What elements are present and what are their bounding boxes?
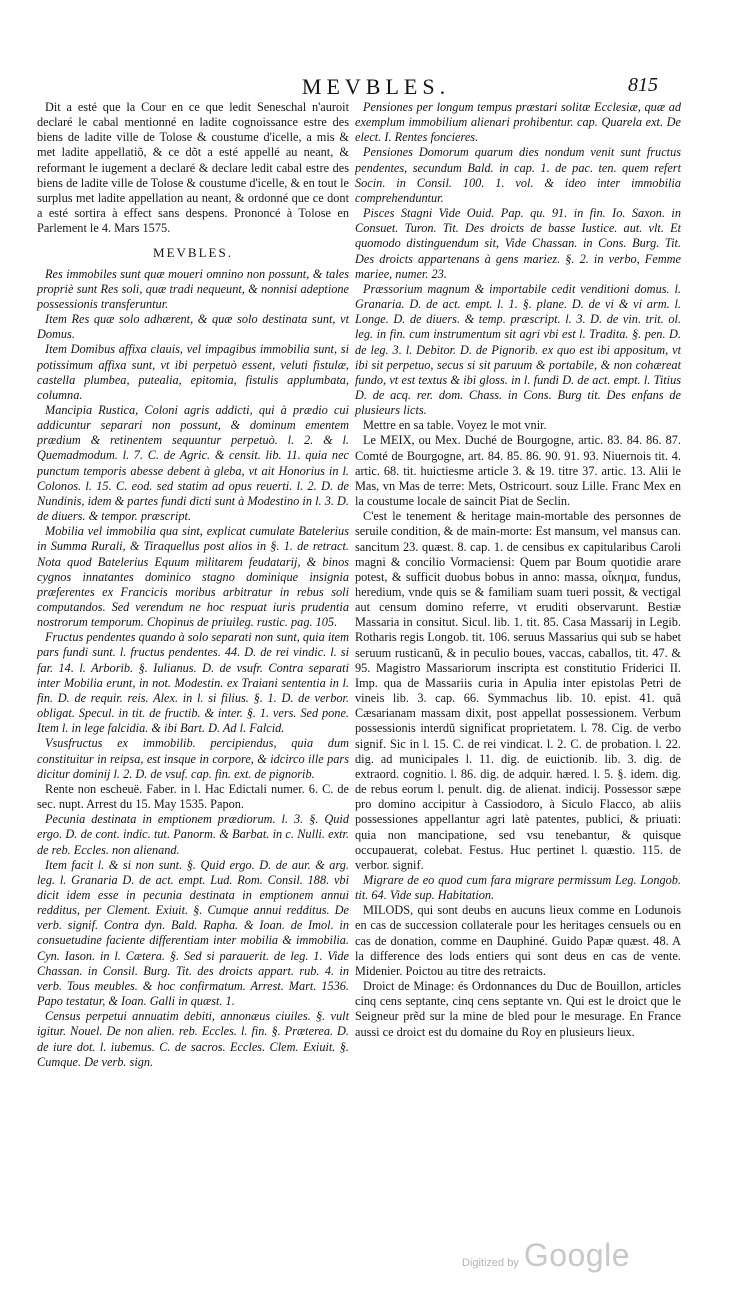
- text-paragraph: Pecunia destinata in emptionem prædiorum. l. 3. §. Quid ergo. D. de cont. indic. tut. Panorm. & Barbat. in c. Nulli. extr. de reb. Eccles. non alienand.: [37, 812, 349, 857]
- running-header-title: MEVBLES.: [301, 74, 451, 99]
- text-paragraph: Rente non escheuë. Faber. in l. Hac Edictali numer. 6. C. de sec. nupt. Arrest du 15. May 1535. Papon.: [37, 781, 349, 812]
- text-paragraph: Fructus pendentes quando à solo separati non sunt, quia item pars fundi sunt. l. fructus pendentes. 44. D. de rei vindic. l. si far. 14. l. Arborib. §. Iulianus. D. de vsufr. Contra separati inter Mobilia erunt, in not. Modestin. ex Traiani sententia in l. fin. D. de requir. reis. Alex. in l. si filius. §. 1. D. de verbor. obligat. Specul. in tit. de fructib. & inter. §. 1. vers. Sed pone. Item l. in lege falcidia. & ibi Bart. D. Ad l. Falcid.: [37, 630, 349, 736]
- digitized-by-google-watermark: [462, 1237, 630, 1274]
- text-paragraph: Pisces Stagni Vide Ouid. Pap. qu. 91. in fin. Io. Saxon. in Consuet. Turon. Tit. Des droicts de basse Iustice. aut. vlt. Et quomodo distinguendum sit, Vide Chassan. in Cons. Burg. Tit. Des droicts appartenans à gens mariez. §. 2. in verbo, Femme mariee, numer. 23.: [355, 206, 681, 281]
- text-paragraph: Census perpetui annuatim debiti, annonæus ciuiles. §. vult igitur. Nouel. De non alien. reb. Eccles. l. fin. §. Præterea. D. de iure dot. l. iubemus. C. de sacros. Eccles. Clem. Exiuit. §. Cumque. De verb. sign.: [37, 1009, 349, 1069]
- text-paragraph: Mancipia Rustica, Coloni agris addicti, qui à prædio cui addicuntur separari non possunt, & dominum ementem prædium & retinentem sequuntur perpetuò. l. 2. & l. Quemadmodum. l. 7. C. de Agric. & censit. lib. 11. quia nec punctum temporis abesse debent à gleba, vt ait Honorius in l. Colonos. l. 15. C. eod. sed statim ad opus reuerti. l. 2. D. de Nundinis, idem & partes fundi dicti sunt à Modestino in l. 3. D. de diuers. & tempor. præscript.: [37, 402, 349, 524]
- text-paragraph: Le MEIX, ou Mex. Duché de Bourgogne, artic. 83. 84. 86. 87. Comté de Bourgogne, art. 84. 85. 86. 90. 91. 93. Niuernois tit. 4. artic. 68. tit. huictiesme article 3. & 19. titre 37. artic. 13. Alii le Mas, vn Mas de terre: Mets, Ostricourt. souz Lille. Franc Mex en la coustume locale de saincit Piat de Seclin.: [355, 433, 681, 509]
- text-paragraph: Vsusfructus ex immobilib. percipiendus, quia dum constituitur in reipsa, est insque in corpore, & idcirco ille pars dicitur dominij l. 2. D. de vsuf. cap. fin. ext. de pignorib.: [37, 736, 349, 781]
- text-paragraph: Mettre en sa table. Voyez le mot vnir.: [363, 418, 547, 433]
- text-paragraph: Droict de Minage: és Ordonnances du Duc de Bouillon, articles cinq cens septante, cinq cens septante vn. Qui est le droict que le Seigneur prẽd sur la mine de bled pour le mesurage. En France aussi ce droict est du domaine du Roy en plusieurs lieux.: [355, 979, 681, 1039]
- text-paragraph: Dit a esté que la Cour en ce que ledit Seneschal n'auroit declaré le cabal mentionné en ladite cognoissance estre des biens de ladite ville de Tolose & coustume d'icelle, a mis & met ladite appellatiõ, & ce dõt a esté appellé au neant, & reformant le iugement a declaré & declare ledit cabal estre des biens de ladite ville de Tolose & coustume d'icelle, & en tout le surplus met ladite appellation au neant, & ordonné que ce dont a esté sortira à effect sans despens. Prononcé à Tolose en Parlement le 4. Mars 1575.: [37, 100, 349, 236]
- text-paragraph: Res immobiles sunt quæ moueri omnino non possunt, & tales propriè sunt Res soli, quæ tradi nequeunt, & nonnisi adeptione possessionis transferuntur.: [37, 266, 349, 311]
- digitized-by-label: Digitized by: [461, 1257, 519, 1269]
- text-paragraph: Item Res quæ solo adhærent, & quæ solo destinata sunt, vt Domus.: [37, 312, 349, 342]
- text-paragraph: Pensiones Domorum quarum dies nondum venit sunt fructus pendentes, secundum Bald. in cap. 1. de pac. ten. quem refert Socin. in Consil. 100. 1. vol. & ideo inter immobilia comprehenduntur.: [355, 145, 681, 205]
- right-column: [355, 100, 681, 1040]
- text-paragraph: C'est le tenement & heritage main-mortable des personnes de seruile condition, & de main-morte: Est mansum, vel mansus can. sancitum 23. quæst. 8. cap. 1. de censibus ex capitularibus Caroli magni & concilio Vormaciensi: Quem par Boum quotidie arare potest, & sufficit duobus bobus in anno: massa, οἶκημα, fundus, heredium, vnde quis se & familiam suam tueri possit, & vectigal aut censum domino referre, vt eruditi observarunt. Bestiæ Massaria in consitut. Sicul. lib. 1. tit. 85. Casa Massarij in Legib. Rotharis regis Longob. tit. 106. seruus Massarius qui sub se habet seruum rusticanũ, & in peculio boues, vaccas, caballos, tit. 47. & 95. Magistro Massariorum inscripta est constitutio Friderici II. Imp. qua de Massariis curia in Apulia inter epistolas Petri de vineis lib. 3. cap. 66. Symmachus lib. 10. epist. 41. quã Cæsarianam massam dixit, post appellat possessionem. Verbum possessionis interdũ significat proprietatem. l. 78. Cig. de verbo signif. Sic in l. 15. C. de rei vindicat. l. 2. C. de probation. l. 22. dig. ad municipales l. 11. dig. de euictionib. lib. 3. dig. de extraord. cognitio. l. 86. dig. de adquir. hæred. l. 5. §. idem. dig. de rebus eorum l. penult. dig. de alienat. indicij. Possessor sæpe pro domino accipitur à Cassiodoro, à Siculo Flacco, ab aliis possessiones appellantur agri latè patentes, publici, & priuati: quia non mancipatione, sed vsu tenebantur, & quisque occupauerat, colebat. Festus. Huc pertinet l. quæstio. 115. de verbor. signif.: [355, 509, 681, 872]
- text-paragraph: Præssorium magnum & importabile cedit venditioni domus. l. Granaria. D. de act. empt. l. 1. §. plane. D. de vi & vi arm. l. Longe. D. de diuers. & temp. præscript. l. 3. D. de vin. trit. ol. leg. in fin. cum instrumentum sit agri vbi est l. Tradita. §. pen. D. de leg. 3. l. Debitor. D. de Pignorib. ex quo est ibi appositum, vt ibi sit perpetuo, secus si sit paruum & portabile, & non cohæreat fundo, vt est textus & ibi gloss. in l. fundi D. de act. empt. l. Titius D. de acq. rer. dom. Chass. in Cons. Burg tit. Des enfans de plusieurs licts.: [355, 281, 681, 418]
- google-logo: Google: [523, 1237, 630, 1273]
- text-paragraph: MILODS, qui sont deubs en aucuns lieux comme en Lodunois en cas de succession collaterale pour les heritages censuels ou en cas de donation, comme en Dauphiné. Guido Papæ quæst. 48. A la difference des lods entiers qui sont deus en cas de vente. Midenier. Poictou au titre des retraicts.: [355, 903, 681, 978]
- text-paragraph: Migrare de eo quod cum fara migrare permissum Leg. Longob. tit. 64. Vide sup. Habitation.: [355, 872, 681, 903]
- section-heading: MEVBLES.: [153, 245, 233, 261]
- left-column: [37, 100, 349, 1070]
- text-paragraph: Item Domibus affixa clauis, vel impagibus immobilia sunt, si potissimum affixa sunt, vt ibi perpetuò essent, veluti fistulæ, castella plumbea, putealia, epitomia, fistulis applumbata, columna.: [37, 342, 349, 402]
- text-paragraph: Pensiones per longum tempus præstari solitæ Ecclesiæ, quæ ad exemplum immobilium alienari prohibentur. cap. Quarela ext. De elect. I. Rentes foncieres.: [355, 100, 681, 145]
- text-paragraph: Mobilia vel immobilia qua sint, explicat cumulate Batelerius in Summa Rurali, & Tiraquellus post alios in §. 1. de retract. Nota quod Batelerius Equum militarem feudatarij, & binos cygnos innatantes dominico stagno dominique insignia præferentes ex Francicis moribus arbitratur in rebus soli computandos. Sed verendum ne hoc respuat iuris prudentia nostrorum temporum. Chopinus de priuileg. rustic. pag. 105.: [37, 524, 349, 630]
- text-paragraph: Item facit l. & si non sunt. §. Quid ergo. D. de aur. & arg. leg. l. Granaria D. de act. empt. Lud. Rom. Consil. 188. vbi dicit idem esse in pecunia destinata in emptionem annui redditus, per Clement. Exiuit. §. Cumque annui redditus. De verb. signif. Contra dyn. Bald. Rapha. & Ioan. de Imol. in consuetudine faciente differentiam inter mobilia & immobilia. Cyn. Iason. in l. Cætera. §. Sed si parauerit. de leg. 1. Vide Chassan. in Consil. Burg. Tit. des droicts appart. rub. 4. in verb. Tous meubles. & hoc confirmatum. Arrest. Mart. 1536. Papo testatur, & Ioan. Galli in quæst. 1.: [37, 857, 349, 1009]
- page-number: 815: [628, 74, 658, 96]
